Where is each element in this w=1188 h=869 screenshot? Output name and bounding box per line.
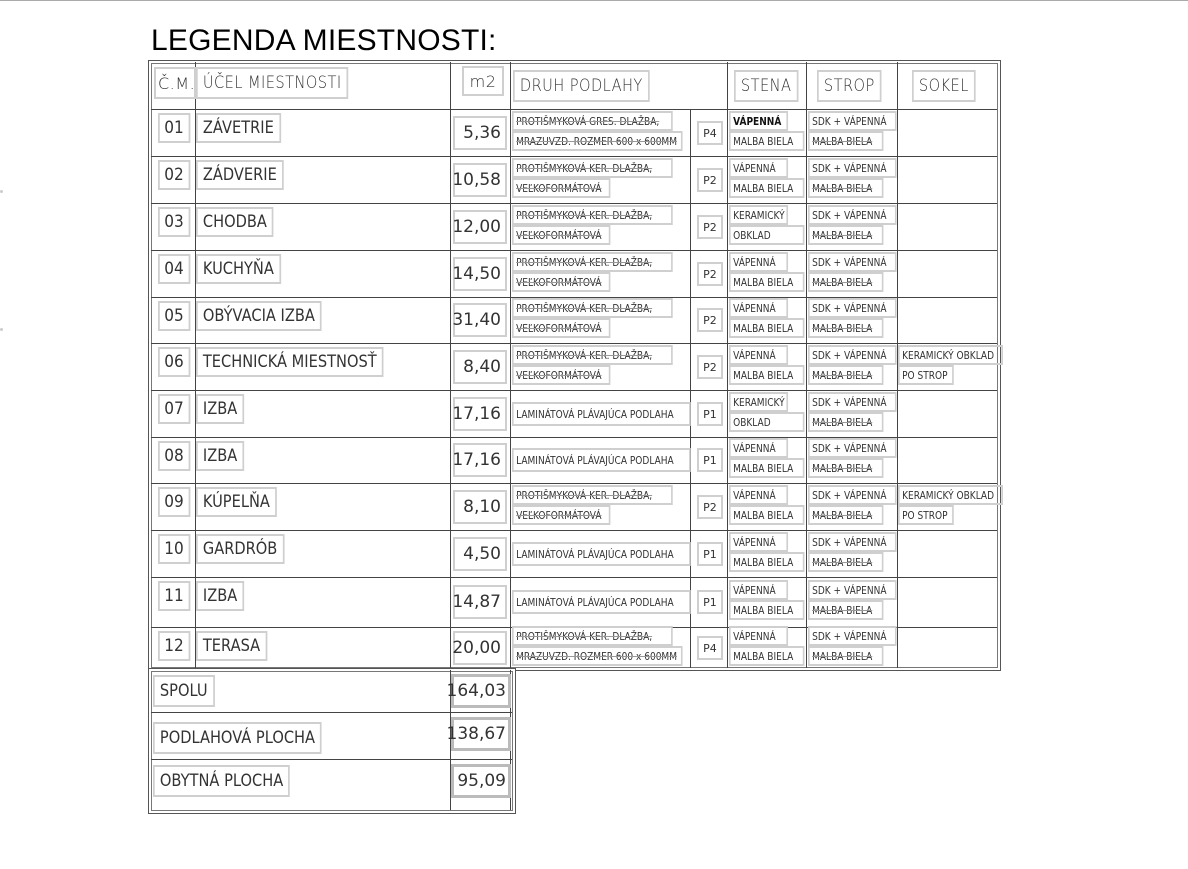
summary-label: SPOLU <box>153 675 214 707</box>
floor-code: P1 <box>697 590 723 614</box>
room-area: 10,58 <box>453 163 507 197</box>
header-area: m2 <box>462 66 504 96</box>
floor-type-line1: PROTIŠMYKOVÁ KER. DLAŽBA, <box>512 205 673 225</box>
ceiling-finish-line2: MALBA BIELA <box>808 600 883 620</box>
floor-type: LAMINÁTOVÁ PLÁVAJÚCA PODLAHA <box>512 590 691 614</box>
floor-type-line1: PROTIŠMYKOVÁ GRES. DLAŽBA, <box>512 111 673 131</box>
room-purpose: IZBA <box>196 441 244 471</box>
room-number: 01 <box>158 113 190 143</box>
plinth-finish-line2: PO STROP <box>898 505 954 525</box>
summary-label: OBYTNÁ PLOCHA <box>153 765 290 797</box>
ceiling-finish-line2: MALBA BIELA <box>808 646 883 666</box>
ceiling-finish-line2: MALBA BIELA <box>808 131 883 151</box>
grid-line <box>151 712 512 713</box>
header-cm: Č.M. <box>154 67 196 99</box>
ceiling-finish-line1: SDK + VÁPENNÁ <box>808 345 897 365</box>
room-area: 8,10 <box>453 490 507 524</box>
room-area: 12,00 <box>453 210 507 244</box>
ceiling-finish-line2: MALBA BIELA <box>808 178 883 198</box>
ceiling-finish-line1: SDK + VÁPENNÁ <box>808 485 897 505</box>
floor-code: P2 <box>697 215 723 239</box>
floor-code: P1 <box>697 402 723 426</box>
summary-label: PODLAHOVÁ PLOCHA <box>153 722 322 754</box>
wall-finish-line2: MALBA BIELA <box>729 600 804 620</box>
floor-type: LAMINÁTOVÁ PLÁVAJÚCA PODLAHA <box>512 448 691 472</box>
wall-finish-line1: VÁPENNÁ <box>729 298 788 318</box>
grid-line <box>151 577 997 578</box>
summary-value: 164,03 <box>451 674 511 708</box>
floor-type-line2: MRAZUVZD. ROZMER 600 x 600MM <box>512 131 683 151</box>
room-number: 05 <box>158 301 190 331</box>
floor-type: LAMINÁTOVÁ PLÁVAJÚCA PODLAHA <box>512 402 691 426</box>
wall-finish-line2: OBKLAD <box>729 225 804 245</box>
grid-line <box>806 62 807 668</box>
ceiling-finish-line2: MALBA BIELA <box>808 272 883 292</box>
room-purpose: CHODBA <box>196 207 274 237</box>
room-purpose: KUCHYŇA <box>196 254 281 284</box>
header-wall: STENA <box>734 70 798 102</box>
grid-line <box>510 62 511 668</box>
ceiling-finish-line1: SDK + VÁPENNÁ <box>808 252 897 272</box>
grid-line <box>151 156 997 157</box>
room-area: 17,16 <box>453 397 507 431</box>
room-area: 8,40 <box>453 350 507 384</box>
margin-mark <box>0 190 3 193</box>
floor-type-line2: VEĽKOFORMÁTOVÁ <box>512 272 610 292</box>
wall-finish-line1: VÁPENNÁ <box>729 626 788 646</box>
ceiling-finish-line1: SDK + VÁPENNÁ <box>808 111 897 131</box>
ceiling-finish-line1: SDK + VÁPENNÁ <box>808 392 897 412</box>
wall-finish-line1: VÁPENNÁ <box>729 438 788 458</box>
room-area: 31,40 <box>453 303 507 337</box>
wall-finish-line1: VÁPENNÁ <box>729 485 788 505</box>
room-area: 5,36 <box>453 116 507 150</box>
floor-type-line1: PROTIŠMYKOVÁ KER. DLAŽBA, <box>512 626 673 646</box>
floor-code: P1 <box>697 448 723 472</box>
wall-finish-line1: VÁPENNÁ <box>729 158 788 178</box>
wall-finish-line1: KERAMICKÝ <box>729 392 788 412</box>
plinth-finish-line1: KERAMICKÝ OBKLAD <box>898 485 1003 505</box>
floor-type-line1: PROTIŠMYKOVÁ KER. DLAŽBA, <box>512 345 673 365</box>
floor-type-line1: PROTIŠMYKOVÁ KER. DLAŽBA, <box>512 158 673 178</box>
floor-type-line2: VEĽKOFORMÁTOVÁ <box>512 365 610 385</box>
wall-finish-line2: MALBA BIELA <box>729 646 804 666</box>
ceiling-finish-line2: MALBA BIELA <box>808 225 883 245</box>
ceiling-finish-line1: SDK + VÁPENNÁ <box>808 626 897 646</box>
floor-code: P4 <box>697 121 723 145</box>
floor-type-line2: VEĽKOFORMÁTOVÁ <box>512 178 610 198</box>
room-purpose: KÚPELŇA <box>196 487 277 517</box>
grid-line <box>151 530 997 531</box>
floor-code: P2 <box>697 168 723 192</box>
ceiling-finish-line2: MALBA BIELA <box>808 552 883 572</box>
room-purpose: IZBA <box>196 394 244 424</box>
floor-code: P4 <box>697 636 723 660</box>
room-number: 06 <box>158 347 190 377</box>
wall-finish-line1: VÁPENNÁ <box>729 345 788 365</box>
ceiling-finish-line2: MALBA BIELA <box>808 318 883 338</box>
header-floor-type: DRUH PODLAHY <box>513 70 650 102</box>
room-number: 11 <box>158 581 190 611</box>
floor-code: P1 <box>697 542 723 566</box>
ceiling-finish-line1: SDK + VÁPENNÁ <box>808 205 897 225</box>
room-purpose: ZÁDVERIE <box>196 160 284 190</box>
floor-type: LAMINÁTOVÁ PLÁVAJÚCA PODLAHA <box>512 542 691 566</box>
page-top-border <box>0 0 1188 1</box>
wall-finish-line1: VÁPENNÁ <box>729 580 788 600</box>
grid-line <box>151 109 997 110</box>
floor-type-line2: VEĽKOFORMÁTOVÁ <box>512 225 610 245</box>
ceiling-finish-line1: SDK + VÁPENNÁ <box>808 298 897 318</box>
room-number: 07 <box>158 394 190 424</box>
floor-type-line1: PROTIŠMYKOVÁ KER. DLAŽBA, <box>512 298 673 318</box>
room-purpose: TECHNICKÁ MIESTNOSŤ <box>196 347 384 377</box>
header-plinth: SOKEL <box>912 70 976 102</box>
grid-line <box>690 109 691 668</box>
room-purpose: ZÁVETRIE <box>196 113 281 143</box>
room-area: 14,87 <box>453 585 507 619</box>
floor-code: P2 <box>697 308 723 332</box>
grid-line <box>151 250 997 251</box>
wall-finish-line2: MALBA BIELA <box>729 178 804 198</box>
room-purpose: GARDRÓB <box>196 534 284 564</box>
grid-line <box>727 62 728 668</box>
grid-line <box>151 390 997 391</box>
ceiling-finish-line1: SDK + VÁPENNÁ <box>808 580 897 600</box>
header-purpose: ÚČEL MIESTNOSTI <box>196 67 349 99</box>
wall-finish-line2: MALBA BIELA <box>729 552 804 572</box>
grid-line <box>151 203 997 204</box>
wall-finish-line2: MALBA BIELA <box>729 365 804 385</box>
grid-line <box>151 343 997 344</box>
room-purpose: TERASA <box>196 631 267 661</box>
floor-type-line1: PROTIŠMYKOVÁ KER. DLAŽBA, <box>512 485 673 505</box>
ceiling-finish-line2: MALBA BIELA <box>808 412 883 432</box>
header-ceiling: STROP <box>817 70 882 102</box>
ceiling-finish-line2: MALBA BIELA <box>808 505 883 525</box>
room-number: 09 <box>158 487 190 517</box>
floor-type-line1: PROTIŠMYKOVÁ KER. DLAŽBA, <box>512 252 673 272</box>
wall-finish-line1: VÁPENNÁ <box>729 532 788 552</box>
room-area: 17,16 <box>453 443 507 477</box>
room-purpose: IZBA <box>196 581 244 611</box>
summary-value: 138,67 <box>451 717 511 751</box>
room-area: 4,50 <box>453 537 507 571</box>
wall-finish-line2: MALBA BIELA <box>729 272 804 292</box>
plinth-finish-line2: PO STROP <box>898 365 954 385</box>
summary-value: 95,09 <box>451 764 511 798</box>
ceiling-finish-line1: SDK + VÁPENNÁ <box>808 532 897 552</box>
room-purpose: OBÝVACIA IZBA <box>196 301 322 331</box>
grid-line <box>151 759 512 760</box>
wall-finish-line2: MALBA BIELA <box>729 458 804 478</box>
ceiling-finish-line2: MALBA BIELA <box>808 365 883 385</box>
margin-mark <box>0 328 3 331</box>
room-number: 12 <box>158 631 190 661</box>
floor-type-line2: MRAZUVZD. ROZMER 600 x 600MM <box>512 646 683 666</box>
floor-code: P2 <box>697 355 723 379</box>
room-number: 08 <box>158 441 190 471</box>
room-number: 02 <box>158 160 190 190</box>
room-number: 10 <box>158 534 190 564</box>
grid-line <box>450 62 451 668</box>
room-number: 04 <box>158 254 190 284</box>
floor-type-line2: VEĽKOFORMÁTOVÁ <box>512 505 610 525</box>
wall-finish-line2: OBKLAD <box>729 412 804 432</box>
floor-type-line2: VEĽKOFORMÁTOVÁ <box>512 318 610 338</box>
wall-finish-line1: KERAMICKÝ <box>729 205 788 225</box>
ceiling-finish-line1: SDK + VÁPENNÁ <box>808 438 897 458</box>
room-number: 03 <box>158 207 190 237</box>
page-title: LEGENDA MIESTNOSTI: <box>151 24 497 57</box>
ceiling-finish-line1: SDK + VÁPENNÁ <box>808 158 897 178</box>
floor-code: P2 <box>697 495 723 519</box>
floor-code: P2 <box>697 262 723 286</box>
wall-finish-line2: MALBA BIELA <box>729 318 804 338</box>
ceiling-finish-line2: MALBA BIELA <box>808 458 883 478</box>
room-area: 20,00 <box>453 631 507 665</box>
grid-line <box>151 483 997 484</box>
wall-finish-line2: MALBA BIELA <box>729 505 804 525</box>
wall-finish-line2: MALBA BIELA <box>729 131 804 151</box>
room-area: 14,50 <box>453 257 507 291</box>
wall-finish-line1: VÁPENNÁ <box>729 111 788 131</box>
wall-finish-line1: VÁPENNÁ <box>729 252 788 272</box>
plinth-finish-line1: KERAMICKÝ OBKLAD <box>898 345 1003 365</box>
